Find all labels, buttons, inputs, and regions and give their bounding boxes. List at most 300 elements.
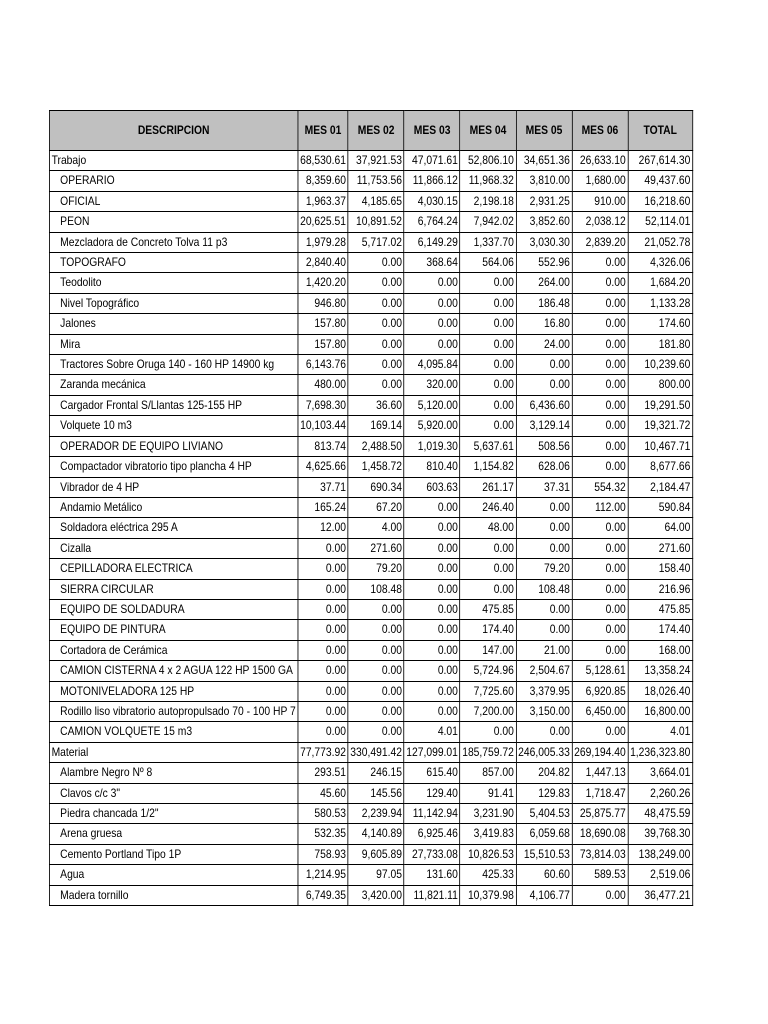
cell-total: 158.40: [628, 559, 693, 579]
cell-month-value: 3,379.95: [516, 681, 572, 701]
cell-month-value: 204.82: [516, 763, 572, 783]
cell-month-value: 0.00: [572, 620, 628, 640]
cell-month-value: 0.00: [572, 599, 628, 619]
column-header-mes-01: MES 01: [298, 111, 348, 151]
cell-month-value: 1,447.13: [572, 763, 628, 783]
cell-month-value: 0.00: [516, 355, 572, 375]
cell-month-value: 165.24: [298, 497, 348, 517]
cell-month-value: 0.00: [348, 661, 404, 681]
cell-month-value: 10,826.53: [460, 844, 516, 864]
cell-month-value: 0.00: [348, 640, 404, 660]
cell-month-value: 8,359.60: [298, 171, 348, 191]
cell-total: 174.60: [628, 314, 693, 334]
cell-month-value: 813.74: [298, 436, 348, 456]
cell-total: 19,321.72: [628, 416, 693, 436]
cell-month-value: 3,231.90: [460, 804, 516, 824]
cell-month-value: 0.00: [572, 416, 628, 436]
cell-description: EQUIPO DE PINTURA: [49, 620, 297, 640]
cell-month-value: 10,891.52: [348, 212, 404, 232]
cell-total: 10,239.60: [628, 355, 693, 375]
cell-month-value: 0.00: [298, 579, 348, 599]
cell-month-value: 2,840.40: [298, 253, 348, 273]
cell-month-value: 47,071.61: [404, 151, 460, 171]
table-row: [49, 436, 692, 456]
cell-month-value: 6,925.46: [404, 824, 460, 844]
column-header-mes-03: MES 03: [404, 111, 460, 151]
cell-description: EQUIPO DE SOLDADURA: [49, 599, 297, 619]
cell-month-value: 552.96: [516, 253, 572, 273]
cell-month-value: 368.64: [404, 253, 460, 273]
cell-total: 1,684.20: [628, 273, 693, 293]
cell-month-value: 0.00: [404, 538, 460, 558]
cell-month-value: 5,120.00: [404, 395, 460, 415]
cell-total: 138,249.00: [628, 844, 693, 864]
cell-month-value: 6,920.85: [572, 681, 628, 701]
cell-month-value: 157.80: [298, 334, 348, 354]
cell-month-value: 0.00: [348, 314, 404, 334]
cell-month-value: 0.00: [348, 293, 404, 313]
cell-month-value: 7,200.00: [460, 701, 516, 721]
cell-description: Jalones: [49, 314, 297, 334]
cell-description: Cortadora de Cerámica: [49, 640, 297, 660]
cell-month-value: 10,103.44: [298, 416, 348, 436]
cell-month-value: 580.53: [298, 804, 348, 824]
cell-month-value: 37.31: [516, 477, 572, 497]
cell-month-value: 6,149.29: [404, 232, 460, 252]
cell-month-value: 131.60: [404, 865, 460, 885]
cell-month-value: 97.05: [348, 865, 404, 885]
cell-month-value: 0.00: [348, 599, 404, 619]
table-row: [49, 783, 692, 803]
cell-month-value: 3,129.14: [516, 416, 572, 436]
cell-description: Vibrador de 4 HP: [49, 477, 297, 497]
cell-month-value: 129.83: [516, 783, 572, 803]
cell-month-value: 0.00: [348, 375, 404, 395]
cell-month-value: 25,875.77: [572, 804, 628, 824]
cell-month-value: 0.00: [460, 416, 516, 436]
cell-month-value: 3,852.60: [516, 212, 572, 232]
cell-total: 49,437.60: [628, 171, 693, 191]
cell-total: 52,114.01: [628, 212, 693, 232]
cell-month-value: 320.00: [404, 375, 460, 395]
cell-description: Mira: [49, 334, 297, 354]
budget-table: [49, 110, 693, 906]
cell-month-value: 68,530.61: [298, 151, 348, 171]
cell-month-value: 6,764.24: [404, 212, 460, 232]
cell-month-value: 5,717.02: [348, 232, 404, 252]
cell-description: Nivel Topográfico: [49, 293, 297, 313]
cell-month-value: 6,749.35: [298, 885, 348, 905]
cell-month-value: 4,625.66: [298, 457, 348, 477]
cell-month-value: 7,725.60: [460, 681, 516, 701]
cell-total: 64.00: [628, 518, 693, 538]
cell-month-value: 0.00: [572, 640, 628, 660]
cell-month-value: 0.00: [572, 538, 628, 558]
cell-total: 13,358.24: [628, 661, 693, 681]
table-row: [49, 538, 692, 558]
cell-month-value: 4.01: [404, 722, 460, 742]
cell-month-value: 108.48: [348, 579, 404, 599]
cell-month-value: 27,733.08: [404, 844, 460, 864]
cell-description: OFICIAL: [49, 191, 297, 211]
cell-total: 3,664.01: [628, 763, 693, 783]
cell-total: 1,236,323.80: [628, 742, 693, 762]
cell-description: MOTONIVELADORA 125 HP: [49, 681, 297, 701]
cell-total: 271.60: [628, 538, 693, 558]
cell-total: 39,768.30: [628, 824, 693, 844]
cell-month-value: 2,504.67: [516, 661, 572, 681]
cell-month-value: 6,450.00: [572, 701, 628, 721]
cell-month-value: 0.00: [572, 436, 628, 456]
cell-month-value: 628.06: [516, 457, 572, 477]
table-row: [49, 763, 692, 783]
cell-month-value: 0.00: [572, 579, 628, 599]
cell-month-value: 6,436.60: [516, 395, 572, 415]
table-row: [49, 885, 692, 905]
cell-month-value: 1,337.70: [460, 232, 516, 252]
cell-month-value: 0.00: [348, 355, 404, 375]
cell-month-value: 1,019.30: [404, 436, 460, 456]
cell-month-value: 174.40: [460, 620, 516, 640]
cell-month-value: 18,690.08: [572, 824, 628, 844]
cell-month-value: 45.60: [298, 783, 348, 803]
column-header-mes-02: MES 02: [348, 111, 404, 151]
cell-month-value: 11,142.94: [404, 804, 460, 824]
cell-month-value: 269,194.40: [572, 742, 628, 762]
cell-total: 2,519.06: [628, 865, 693, 885]
cell-month-value: 0.00: [404, 640, 460, 660]
cell-month-value: 77,773.92: [298, 742, 348, 762]
table-row: [49, 457, 692, 477]
cell-month-value: 0.00: [348, 253, 404, 273]
cell-month-value: 0.00: [516, 538, 572, 558]
cell-month-value: 0.00: [572, 314, 628, 334]
table-row: [49, 171, 692, 191]
cell-month-value: 2,239.94: [348, 804, 404, 824]
cell-total: 4,326.06: [628, 253, 693, 273]
cell-month-value: 3,150.00: [516, 701, 572, 721]
cell-month-value: 4.00: [348, 518, 404, 538]
cell-description: Compactador vibratorio tipo plancha 4 HP: [49, 457, 297, 477]
cell-month-value: 4,185.65: [348, 191, 404, 211]
cell-month-value: 0.00: [572, 395, 628, 415]
cell-month-value: 0.00: [460, 538, 516, 558]
table-row: [49, 355, 692, 375]
cell-month-value: 186.48: [516, 293, 572, 313]
cell-month-value: 0.00: [460, 314, 516, 334]
cell-month-value: 185,759.72: [460, 742, 516, 762]
table-row: [49, 518, 692, 538]
cell-month-value: 2,198.18: [460, 191, 516, 211]
cell-month-value: 4,140.89: [348, 824, 404, 844]
cell-description: PEON: [49, 212, 297, 232]
cell-month-value: 0.00: [460, 722, 516, 742]
cell-total: 8,677.66: [628, 457, 693, 477]
cell-month-value: 3,420.00: [348, 885, 404, 905]
cell-month-value: 0.00: [516, 375, 572, 395]
cell-month-value: 2,488.50: [348, 436, 404, 456]
cell-month-value: 0.00: [404, 599, 460, 619]
cell-month-value: 0.00: [404, 559, 460, 579]
cell-month-value: 0.00: [516, 518, 572, 538]
cell-total: 174.40: [628, 620, 693, 640]
cell-month-value: 0.00: [404, 273, 460, 293]
cell-month-value: 271.60: [348, 538, 404, 558]
cell-description: Tractores Sobre Oruga 140 - 160 HP 14900 kg: [49, 355, 297, 375]
table-row: [49, 844, 692, 864]
cell-month-value: 2,038.12: [572, 212, 628, 232]
cell-month-value: 7,942.02: [460, 212, 516, 232]
cell-month-value: 1,963.37: [298, 191, 348, 211]
cell-month-value: 690.34: [348, 477, 404, 497]
cell-total: 4.01: [628, 722, 693, 742]
cell-month-value: 34,651.36: [516, 151, 572, 171]
cell-month-value: 5,920.00: [404, 416, 460, 436]
column-header-mes-06: MES 06: [572, 111, 628, 151]
table-row: [49, 416, 692, 436]
cell-month-value: 0.00: [298, 538, 348, 558]
cell-month-value: 589.53: [572, 865, 628, 885]
cell-month-value: 0.00: [298, 559, 348, 579]
cell-month-value: 0.00: [298, 701, 348, 721]
cell-month-value: 0.00: [572, 722, 628, 742]
cell-month-value: 0.00: [460, 395, 516, 415]
group-row: [49, 742, 692, 762]
cell-month-value: 330,491.42: [348, 742, 404, 762]
column-header-mes-05: MES 05: [516, 111, 572, 151]
cell-month-value: 52,806.10: [460, 151, 516, 171]
cell-description: Alambre Negro Nº 8: [49, 763, 297, 783]
cell-description: Arena gruesa: [49, 824, 297, 844]
cell-total: 48,475.59: [628, 804, 693, 824]
cell-total: 267,614.30: [628, 151, 693, 171]
cell-month-value: 246.40: [460, 497, 516, 517]
cell-description: Trabajo: [49, 151, 297, 171]
cell-month-value: 0.00: [404, 579, 460, 599]
table-row: [49, 477, 692, 497]
cell-month-value: 0.00: [348, 722, 404, 742]
cell-month-value: 910.00: [572, 191, 628, 211]
table-row: [49, 293, 692, 313]
table-row: [49, 865, 692, 885]
cell-month-value: 0.00: [298, 661, 348, 681]
cell-month-value: 0.00: [572, 355, 628, 375]
table-row: [49, 497, 692, 517]
cell-month-value: 0.00: [460, 273, 516, 293]
cell-month-value: 0.00: [516, 722, 572, 742]
cell-month-value: 0.00: [460, 334, 516, 354]
cell-month-value: 0.00: [516, 497, 572, 517]
cell-month-value: 0.00: [404, 701, 460, 721]
cell-month-value: 0.00: [404, 661, 460, 681]
cell-month-value: 0.00: [404, 293, 460, 313]
cell-month-value: 11,753.56: [348, 171, 404, 191]
cell-month-value: 73,814.03: [572, 844, 628, 864]
table-row: [49, 681, 692, 701]
cell-month-value: 11,821.11: [404, 885, 460, 905]
cell-month-value: 4,095.84: [404, 355, 460, 375]
cell-month-value: 0.00: [348, 701, 404, 721]
cell-total: 2,184.47: [628, 477, 693, 497]
cell-month-value: 1,154.82: [460, 457, 516, 477]
cell-month-value: 5,724.96: [460, 661, 516, 681]
cell-month-value: 0.00: [572, 885, 628, 905]
cell-total: 216.96: [628, 579, 693, 599]
cell-month-value: 3,810.00: [516, 171, 572, 191]
cell-total: 19,291.50: [628, 395, 693, 415]
cell-description: Agua: [49, 865, 297, 885]
cell-description: SIERRA CIRCULAR: [49, 579, 297, 599]
cell-month-value: 67.20: [348, 497, 404, 517]
cell-month-value: 169.14: [348, 416, 404, 436]
cell-month-value: 4,106.77: [516, 885, 572, 905]
cell-month-value: 0.00: [348, 273, 404, 293]
cell-month-value: 508.56: [516, 436, 572, 456]
cell-description: Cizalla: [49, 538, 297, 558]
cell-description: Zaranda mecánica: [49, 375, 297, 395]
cell-month-value: 37.71: [298, 477, 348, 497]
cell-month-value: 0.00: [404, 518, 460, 538]
cell-month-value: 11,866.12: [404, 171, 460, 191]
cell-month-value: 60.60: [516, 865, 572, 885]
cell-month-value: 16.80: [516, 314, 572, 334]
table-row: [49, 253, 692, 273]
cell-month-value: 0.00: [404, 497, 460, 517]
cell-description: TOPOGRAFO: [49, 253, 297, 273]
cell-total: 2,260.26: [628, 783, 693, 803]
table-header-row: [49, 111, 692, 151]
cell-month-value: 0.00: [572, 559, 628, 579]
cell-total: 10,467.71: [628, 436, 693, 456]
cell-month-value: 0.00: [460, 579, 516, 599]
table-row: [49, 620, 692, 640]
cell-month-value: 26,633.10: [572, 151, 628, 171]
cell-month-value: 261.17: [460, 477, 516, 497]
cell-month-value: 293.51: [298, 763, 348, 783]
cell-description: Soldadora eléctrica 295 A: [49, 518, 297, 538]
table-row: [49, 212, 692, 232]
cell-month-value: 127,099.01: [404, 742, 460, 762]
cell-month-value: 20,625.51: [298, 212, 348, 232]
cell-month-value: 91.41: [460, 783, 516, 803]
cell-month-value: 425.33: [460, 865, 516, 885]
cell-description: Teodolito: [49, 273, 297, 293]
cell-month-value: 532.35: [298, 824, 348, 844]
cell-month-value: 810.40: [404, 457, 460, 477]
cell-total: 16,800.00: [628, 701, 693, 721]
cell-month-value: 0.00: [348, 681, 404, 701]
cell-month-value: 7,698.30: [298, 395, 348, 415]
cell-month-value: 0.00: [404, 681, 460, 701]
cell-total: 181.80: [628, 334, 693, 354]
cell-month-value: 603.63: [404, 477, 460, 497]
cell-description: Cemento Portland Tipo 1P: [49, 844, 297, 864]
cell-total: 16,218.60: [628, 191, 693, 211]
table-row: [49, 640, 692, 660]
table-row: [49, 273, 692, 293]
cell-month-value: 0.00: [404, 620, 460, 640]
cell-month-value: 112.00: [572, 497, 628, 517]
cell-month-value: 475.85: [460, 599, 516, 619]
cell-description: Rodillo liso vibratorio autopropulsado 70 - 100 HP 7: [49, 701, 297, 721]
cell-month-value: 3,419.83: [460, 824, 516, 844]
cell-description: Material: [49, 742, 297, 762]
cell-month-value: 0.00: [572, 253, 628, 273]
cell-month-value: 37,921.53: [348, 151, 404, 171]
cell-month-value: 2,839.20: [572, 232, 628, 252]
table-row: [49, 314, 692, 334]
cell-month-value: 15,510.53: [516, 844, 572, 864]
cell-month-value: 0.00: [572, 293, 628, 313]
column-header-total: TOTAL: [628, 111, 693, 151]
cell-month-value: 5,404.53: [516, 804, 572, 824]
cell-month-value: 0.00: [572, 334, 628, 354]
cell-month-value: 264.00: [516, 273, 572, 293]
cell-month-value: 11,968.32: [460, 171, 516, 191]
cell-month-value: 4,030.15: [404, 191, 460, 211]
cell-month-value: 24.00: [516, 334, 572, 354]
cell-month-value: 1,680.00: [572, 171, 628, 191]
cell-month-value: 246,005.33: [516, 742, 572, 762]
cell-month-value: 12.00: [298, 518, 348, 538]
cell-total: 21,052.78: [628, 232, 693, 252]
cell-month-value: 3,030.30: [516, 232, 572, 252]
cell-description: CAMION CISTERNA 4 x 2 AGUA 122 HP 1500 GA: [49, 661, 297, 681]
cell-month-value: 0.00: [298, 681, 348, 701]
cell-month-value: 0.00: [298, 640, 348, 660]
cell-description: CEPILLADORA ELECTRICA: [49, 559, 297, 579]
cell-month-value: 0.00: [460, 375, 516, 395]
cell-month-value: 1,458.72: [348, 457, 404, 477]
cell-total: 590.84: [628, 497, 693, 517]
cell-month-value: 0.00: [460, 355, 516, 375]
cell-month-value: 21.00: [516, 640, 572, 660]
cell-month-value: 0.00: [298, 722, 348, 742]
table-row: [49, 334, 692, 354]
table-row: [49, 804, 692, 824]
cell-description: Piedra chancada 1/2": [49, 804, 297, 824]
cell-month-value: 0.00: [348, 334, 404, 354]
cell-month-value: 758.93: [298, 844, 348, 864]
cell-month-value: 480.00: [298, 375, 348, 395]
cell-total: 168.00: [628, 640, 693, 660]
cell-month-value: 145.56: [348, 783, 404, 803]
table-row: [49, 395, 692, 415]
cell-description: Madera tornillo: [49, 885, 297, 905]
cell-month-value: 857.00: [460, 763, 516, 783]
cell-month-value: 79.20: [516, 559, 572, 579]
table-row: [49, 701, 692, 721]
cell-month-value: 6,143.76: [298, 355, 348, 375]
cell-total: 36,477.21: [628, 885, 693, 905]
column-header-description: DESCRIPCION: [49, 111, 297, 151]
cell-month-value: 564.06: [460, 253, 516, 273]
table-row: [49, 232, 692, 252]
group-row: [49, 151, 692, 171]
cell-month-value: 1,214.95: [298, 865, 348, 885]
cell-month-value: 0.00: [298, 599, 348, 619]
cell-month-value: 108.48: [516, 579, 572, 599]
table-row: [49, 559, 692, 579]
cell-month-value: 5,637.61: [460, 436, 516, 456]
cell-description: CAMION VOLQUETE 15 m3: [49, 722, 297, 742]
cell-month-value: 9,605.89: [348, 844, 404, 864]
column-header-mes-04: MES 04: [460, 111, 516, 151]
cell-month-value: 5,128.61: [572, 661, 628, 681]
table-row: [49, 599, 692, 619]
cell-month-value: 6,059.68: [516, 824, 572, 844]
cell-month-value: 0.00: [348, 620, 404, 640]
